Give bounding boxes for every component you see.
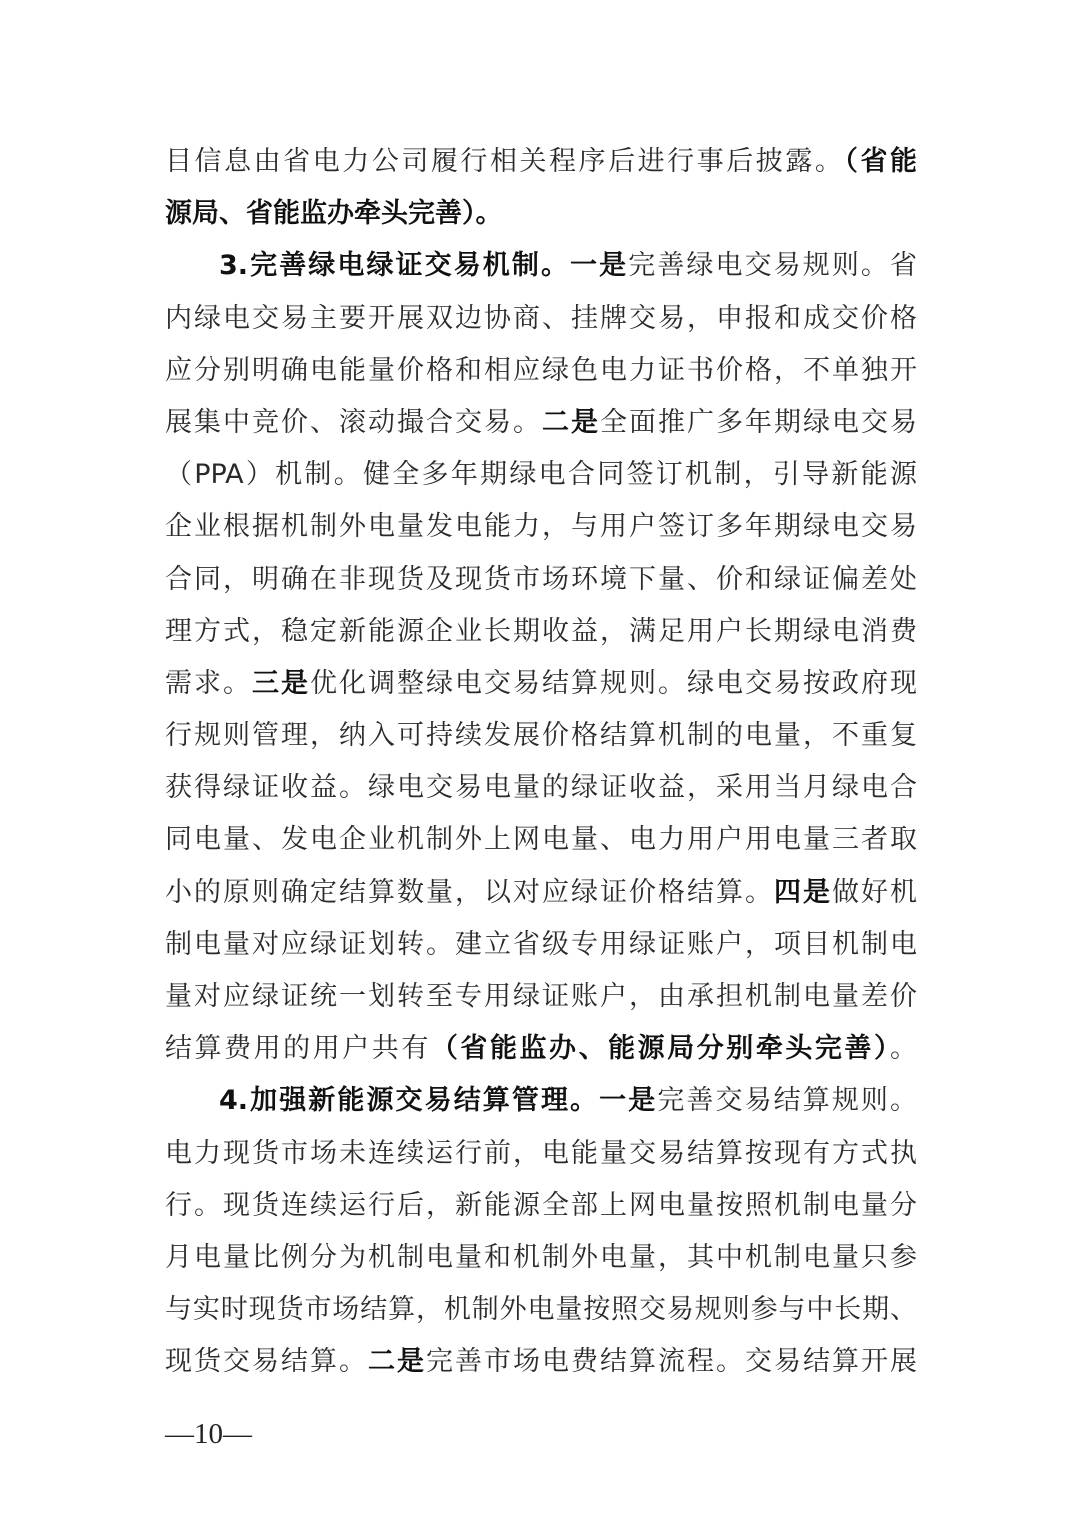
text-segment: 内绿电交易主要开展双边协商、挂牌交易，申报和成交价格 xyxy=(165,302,917,334)
text-segment: 理方式，稳定新能源企业长期收益，满足用户长期绿电消费 xyxy=(165,615,917,647)
bold-text-segment: （省能 xyxy=(844,146,918,177)
text-segment: （PPA）机制。健全多年期绿电合同签订机制，引导新能源 xyxy=(165,459,917,491)
text-segment: 完善绿电交易规则。省 xyxy=(628,250,917,282)
text-segment: 量对应绿证统一划转至专用绿证账户，由承担机制电量差价 xyxy=(165,981,917,1012)
text-segment: 月电量比例分为机制电量和机制外电量，其中机制电量只参 xyxy=(165,1241,917,1273)
bold-text-segment: 源局、省能监办牵头完善）。 xyxy=(165,198,503,230)
bold-text-segment: （省能监办、能源局分别牵头完善） xyxy=(430,1033,891,1065)
text-line xyxy=(165,345,917,397)
text-line xyxy=(165,240,917,292)
text-line xyxy=(165,762,917,814)
text-segment: 行。现货连续运行后，新能源全部上网电量按照机制电量分 xyxy=(165,1189,917,1221)
text-line xyxy=(165,188,917,240)
text-segment: 全面推广多年期绿电交易 xyxy=(600,406,917,438)
text-segment: 小的原则确定结算数量，以对应绿证价格结算。 xyxy=(165,876,774,908)
body-text xyxy=(165,136,917,1389)
text-segment: 完善交易结算规则。 xyxy=(657,1085,918,1117)
page-number: —10— xyxy=(165,1418,252,1450)
text-segment: 展集中竞价、滚动撮合交易。 xyxy=(165,406,542,438)
text-line xyxy=(165,293,917,345)
text-line xyxy=(165,919,917,971)
text-segment: 做好机 xyxy=(832,876,917,908)
text-line xyxy=(165,710,917,762)
text-line xyxy=(165,501,917,553)
text-segment: 目信息由省电力公司履行相关程序后进行事后披露。 xyxy=(165,146,845,177)
text-line xyxy=(165,397,917,449)
text-line xyxy=(165,971,917,1023)
text-line xyxy=(165,867,917,919)
text-line xyxy=(165,1128,917,1180)
text-line xyxy=(165,814,917,866)
text-segment: 现货交易结算。 xyxy=(165,1346,368,1378)
bold-text-segment: 4.加强新能源交易结算管理。一是 xyxy=(219,1085,658,1117)
text-line xyxy=(165,1075,917,1127)
text-segment: 行规则管理，纳入可持续发展价格结算机制的电量，不重复 xyxy=(165,720,917,752)
text-line xyxy=(165,1023,917,1075)
text-line xyxy=(165,1180,917,1232)
text-segment: 需求。 xyxy=(165,667,252,699)
bold-text-segment: 二是 xyxy=(368,1346,426,1378)
text-line xyxy=(165,1232,917,1284)
text-line xyxy=(165,554,917,606)
text-segment: 应分别明确电能量价格和相应绿色电力证书价格，不单独开 xyxy=(165,354,917,386)
text-line xyxy=(165,658,917,710)
text-segment: 。 xyxy=(890,1033,918,1065)
text-line xyxy=(165,136,917,188)
text-line xyxy=(165,449,917,501)
text-segment: 优化调整绿电交易结算规则。绿电交易按政府现 xyxy=(310,667,917,699)
bold-text-segment: 二是 xyxy=(542,406,600,438)
text-segment: 获得绿证收益。绿电交易电量的绿证收益，采用当月绿电合 xyxy=(165,772,917,804)
text-segment: 企业根据机制外电量发电能力，与用户签订多年期绿电交易 xyxy=(165,511,917,543)
text-segment: 制电量对应绿证划转。建立省级专用绿证账户，项目机制电 xyxy=(165,928,917,960)
text-line xyxy=(165,1284,917,1336)
text-segment: 与实时现货市场结算，机制外电量按照交易规则参与中长期、 xyxy=(165,1294,917,1326)
text-segment: 完善市场电费结算流程。交易结算开展 xyxy=(426,1346,917,1378)
bold-text-segment: 3.完善绿电绿证交易机制。一是 xyxy=(219,250,629,282)
bold-text-segment: 四是 xyxy=(774,876,832,908)
text-segment: 合同，明确在非现货及现货市场环境下量、价和绿证偏差处 xyxy=(165,563,917,595)
text-line xyxy=(165,606,917,658)
text-segment: 电力现货市场未连续运行前，电能量交易结算按现有方式执 xyxy=(165,1137,917,1169)
text-segment: 同电量、发电企业机制外上网电量、电力用户用电量三者取 xyxy=(165,824,917,856)
document-page xyxy=(165,136,917,1389)
text-segment: 结算费用的用户共有 xyxy=(165,1033,431,1065)
bold-text-segment: 三是 xyxy=(252,667,310,699)
text-line xyxy=(165,1336,917,1388)
